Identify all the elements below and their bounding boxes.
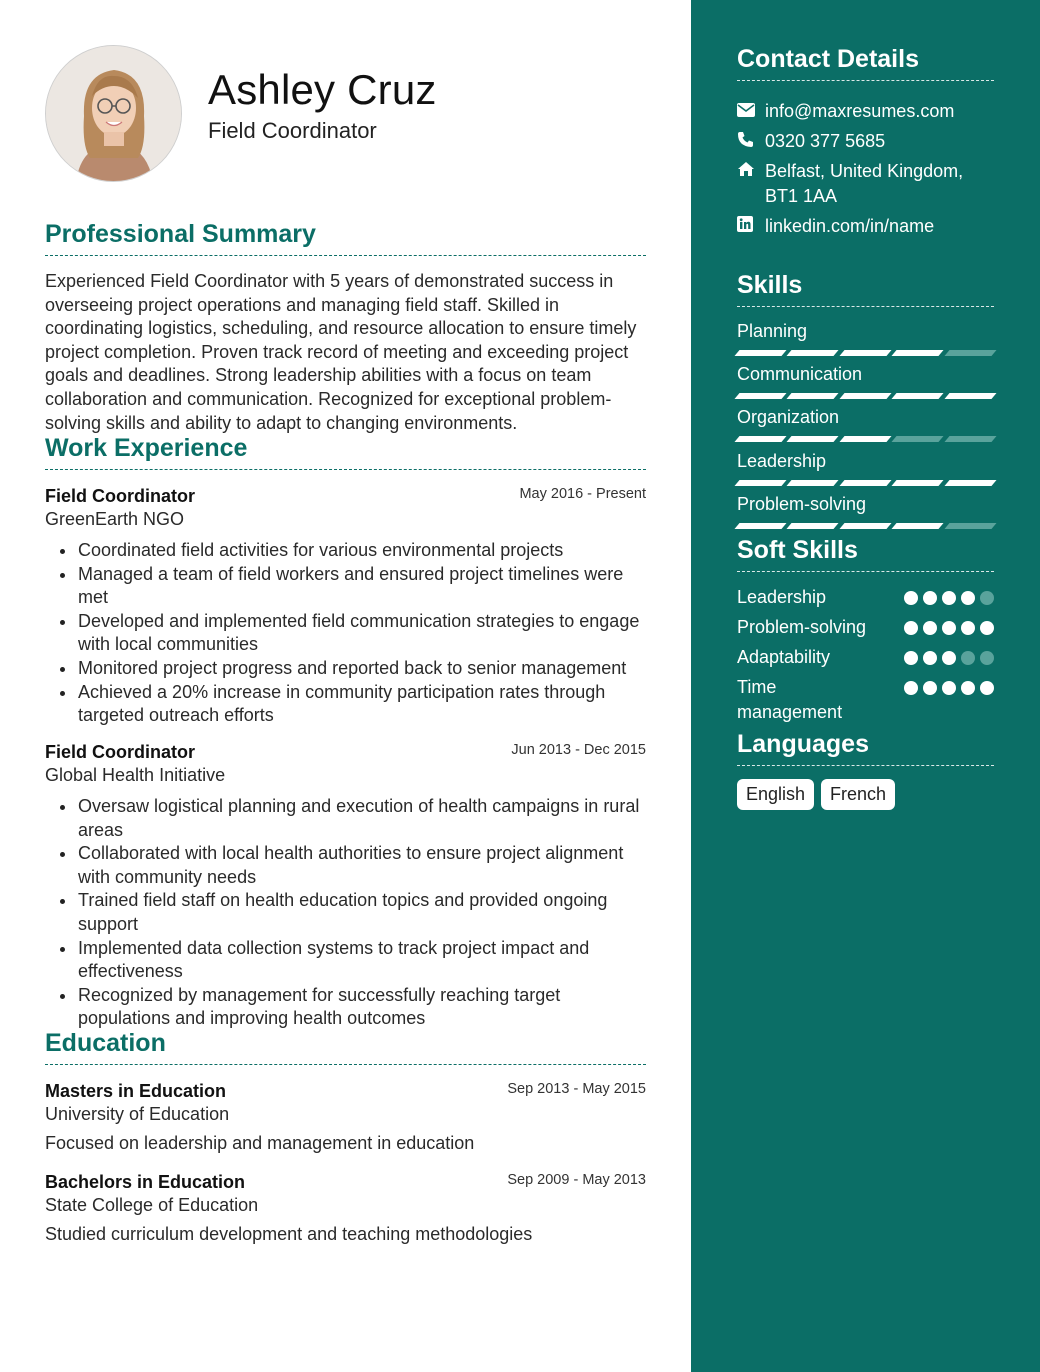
skill-level-segment bbox=[944, 523, 996, 529]
education-dates: Sep 2013 - May 2015 bbox=[507, 1081, 646, 1097]
candidate-title: Field Coordinator bbox=[208, 118, 377, 143]
contact-email-text: info@maxresumes.com bbox=[765, 101, 955, 121]
skill-item bbox=[737, 494, 994, 529]
skill-level-bars bbox=[737, 393, 994, 399]
summary-text: Experienced Field Coordinator with 5 years of demonstrated success in overseeing project operations and managing field staff. Skilled in coordinating logistics, scheduling, and resource allocation to ensure timely project completion. Proven track record of meeting and exceeding project goals and deadlines. Strong leadership abilities with a focus on team collaboration and communication. Recognized for exceptional problem-solving skills and ability to adapt to changing environments. bbox=[45, 271, 637, 433]
skill-level-segment bbox=[734, 350, 786, 356]
job-bullet: Developed and implemented field communication strategies to engage with local communities bbox=[78, 610, 646, 657]
section-heading-skills: Skills bbox=[737, 271, 994, 307]
education-dates: Sep 2009 - May 2013 bbox=[507, 1172, 646, 1188]
section-heading-summary: Professional Summary bbox=[45, 220, 646, 256]
contact-email[interactable] bbox=[737, 99, 997, 124]
job-entry bbox=[45, 486, 646, 728]
skill-item bbox=[737, 364, 994, 399]
skill-item bbox=[737, 321, 994, 356]
rating-dot bbox=[942, 621, 956, 635]
skill-item bbox=[737, 407, 994, 442]
skill-name: Communication bbox=[737, 364, 863, 384]
soft-skill-name: Problem-solving bbox=[737, 617, 867, 637]
soft-skill-rating bbox=[904, 621, 994, 635]
skill-level-segment bbox=[787, 393, 839, 399]
soft-skill-item bbox=[737, 645, 994, 670]
skill-name: Planning bbox=[737, 321, 808, 341]
soft-skill-rating bbox=[904, 681, 994, 695]
job-organization: GreenEarth NGO bbox=[45, 509, 185, 529]
skill-level-segment bbox=[944, 393, 996, 399]
soft-skill-item bbox=[737, 675, 994, 725]
skill-level-segment bbox=[892, 350, 944, 356]
rating-dot bbox=[942, 681, 956, 695]
contact-linkedin[interactable] bbox=[737, 214, 997, 239]
rating-dot bbox=[961, 681, 975, 695]
skill-level-segment bbox=[787, 350, 839, 356]
skill-level-segment bbox=[787, 523, 839, 529]
rating-dot bbox=[923, 681, 937, 695]
skill-level-segment bbox=[892, 480, 944, 486]
contact-address-text: Belfast, United Kingdom, BT1 1AA bbox=[765, 161, 964, 206]
skill-level-bars bbox=[737, 350, 994, 356]
rating-dot bbox=[904, 621, 918, 635]
school-name: University of Education bbox=[45, 1104, 230, 1124]
rating-dot bbox=[923, 591, 937, 605]
section-heading-education: Education bbox=[45, 1029, 646, 1065]
rating-dot bbox=[961, 591, 975, 605]
language-tag: French bbox=[821, 779, 895, 810]
skill-level-bars bbox=[737, 436, 994, 442]
soft-skill-item bbox=[737, 615, 994, 640]
skill-name: Organization bbox=[737, 407, 840, 427]
soft-skill-rating bbox=[904, 591, 994, 605]
languages-list bbox=[737, 779, 895, 810]
skill-level-bars bbox=[737, 480, 994, 486]
skill-item bbox=[737, 451, 994, 486]
degree-title: Bachelors in Education bbox=[45, 1172, 246, 1192]
soft-skill-rating bbox=[904, 651, 994, 665]
job-bullet: Collaborated with local health authorities to ensure project alignment with community needs bbox=[78, 842, 646, 889]
section-heading-contact: Contact Details bbox=[737, 45, 994, 81]
education-entry bbox=[45, 1172, 646, 1245]
rating-dot bbox=[980, 651, 994, 665]
section-heading-experience: Work Experience bbox=[45, 434, 646, 470]
skill-level-segment bbox=[944, 436, 996, 442]
profile-photo bbox=[45, 45, 182, 182]
job-organization: Global Health Initiative bbox=[45, 765, 226, 785]
rating-dot bbox=[980, 591, 994, 605]
rating-dot bbox=[980, 621, 994, 635]
school-name: State College of Education bbox=[45, 1195, 259, 1215]
rating-dot bbox=[980, 681, 994, 695]
skill-level-segment bbox=[734, 523, 786, 529]
candidate-name: Ashley Cruz bbox=[208, 66, 437, 113]
job-bullet: Coordinated field activities for various environmental projects bbox=[78, 539, 646, 563]
job-bullet: Recognized by management for successfully reaching target populations and improving health outcomes bbox=[78, 984, 646, 1031]
section-heading-soft-skills: Soft Skills bbox=[737, 536, 994, 572]
envelope-icon bbox=[737, 99, 765, 124]
education-description: Studied curriculum development and teaching methodologies bbox=[45, 1224, 533, 1244]
rating-dot bbox=[904, 651, 918, 665]
skill-name: Problem-solving bbox=[737, 494, 867, 514]
skill-level-segment bbox=[892, 436, 944, 442]
education-entry bbox=[45, 1081, 646, 1154]
skill-level-segment bbox=[734, 436, 786, 442]
job-bullet: Trained field staff on health education topics and provided ongoing support bbox=[78, 889, 646, 936]
job-dates: Jun 2013 - Dec 2015 bbox=[511, 742, 646, 758]
skill-level-segment bbox=[787, 436, 839, 442]
job-title: Field Coordinator bbox=[45, 486, 195, 506]
skill-level-segment bbox=[787, 480, 839, 486]
skill-level-segment bbox=[839, 436, 891, 442]
job-bullet: Monitored project progress and reported back to senior management bbox=[78, 657, 646, 681]
sidebar bbox=[691, 0, 1040, 1372]
rating-dot bbox=[904, 591, 918, 605]
soft-skill-item bbox=[737, 585, 994, 610]
rating-dot bbox=[904, 681, 918, 695]
skill-level-segment bbox=[944, 480, 996, 486]
contact-phone-text: 0320 377 5685 bbox=[765, 131, 886, 151]
job-title: Field Coordinator bbox=[45, 742, 195, 762]
rating-dot bbox=[961, 651, 975, 665]
job-bullet: Oversaw logistical planning and execution of health campaigns in rural areas bbox=[78, 795, 646, 842]
skill-name: Leadership bbox=[737, 451, 827, 471]
job-bullet: Managed a team of field workers and ensured project timelines were met bbox=[78, 563, 646, 610]
rating-dot bbox=[923, 621, 937, 635]
skill-level-segment bbox=[892, 523, 944, 529]
soft-skill-name: Adaptability bbox=[737, 647, 831, 667]
soft-skill-name: Time management bbox=[737, 677, 843, 722]
skill-level-segment bbox=[734, 480, 786, 486]
degree-title: Masters in Education bbox=[45, 1081, 227, 1101]
skill-level-segment bbox=[839, 393, 891, 399]
skill-level-bars bbox=[737, 523, 994, 529]
rating-dot bbox=[961, 621, 975, 635]
job-dates: May 2016 - Present bbox=[519, 486, 646, 502]
soft-skill-name: Leadership bbox=[737, 587, 827, 607]
skill-level-segment bbox=[892, 393, 944, 399]
job-bullets bbox=[45, 539, 646, 728]
skill-level-segment bbox=[734, 393, 786, 399]
language-tag: English bbox=[737, 779, 814, 810]
phone-icon bbox=[737, 129, 765, 154]
linkedin-icon bbox=[737, 214, 765, 239]
rating-dot bbox=[942, 591, 956, 605]
home-icon bbox=[737, 159, 765, 209]
job-bullet: Achieved a 20% increase in community participation rates through targeted outreach efforts bbox=[78, 681, 646, 728]
section-heading-languages: Languages bbox=[737, 730, 994, 766]
job-bullet: Implemented data collection systems to track project impact and effectiveness bbox=[78, 937, 646, 984]
skill-level-segment bbox=[839, 480, 891, 486]
skill-level-segment bbox=[944, 350, 996, 356]
rating-dot bbox=[942, 651, 956, 665]
job-entry bbox=[45, 742, 646, 1031]
skill-level-segment bbox=[839, 350, 891, 356]
contact-address bbox=[737, 159, 997, 209]
contact-linkedin-text: linkedin.com/in/name bbox=[765, 216, 935, 236]
job-bullets bbox=[45, 795, 646, 1031]
contact-phone[interactable] bbox=[737, 129, 997, 154]
rating-dot bbox=[923, 651, 937, 665]
skill-level-segment bbox=[839, 523, 891, 529]
education-description: Focused on leadership and management in education bbox=[45, 1133, 475, 1153]
